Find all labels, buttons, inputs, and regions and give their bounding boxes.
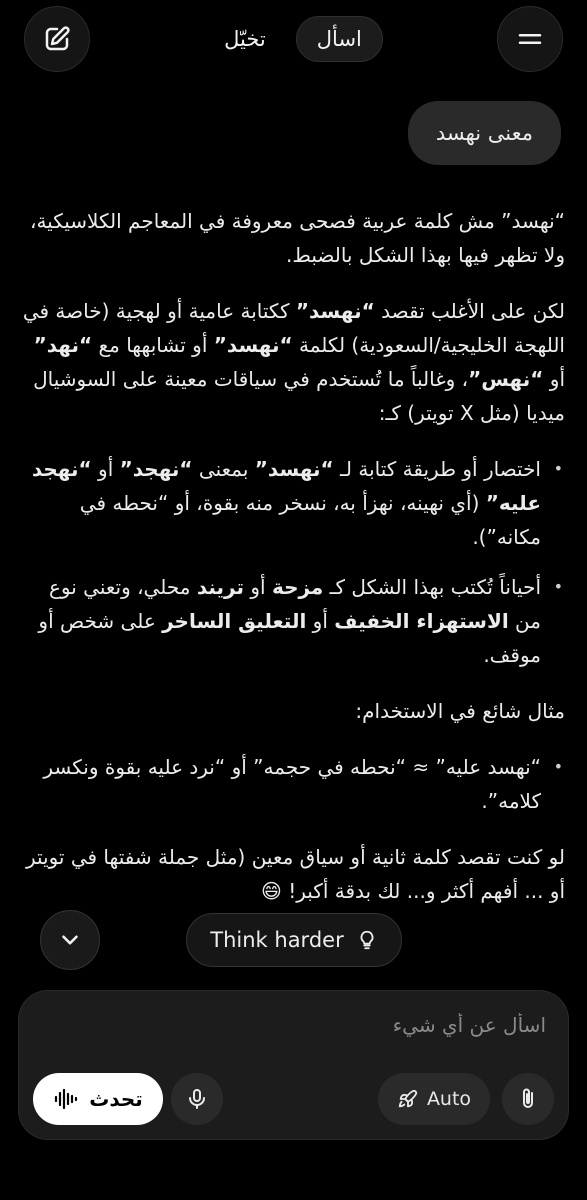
model-mode-label: Auto <box>426 1088 472 1110</box>
list-item: • “نهسد عليه” ≈ “نحطه في حجمه” أو “نرد عليه بقوة ونكسر كلامه”. <box>18 750 565 818</box>
answer-list-1 <box>18 452 565 672</box>
user-message-text: معنى نهسد <box>435 121 533 145</box>
think-harder-label: Think harder <box>210 928 344 952</box>
list-item: • اختصار أو طريقة كتابة لـ “نهسد” بمعنى “نهجد” أو “نهجد عليه” (أي نهينه، نهزأ به، نسخر منه بقوة، أو “نحطه في مكانه”). <box>18 452 565 554</box>
composer <box>18 990 569 1140</box>
menu-button[interactable] <box>497 6 563 72</box>
menu-icon <box>515 24 545 54</box>
answer-paragraph-2: لكن على الأغلب تقصد “نهسد” ككتابة عامية أو لهجية (خاصة في اللهجة الخليجية/السعودية) لكلمة “نهسد” أو تشابهها مع “نهد” أو “نهس”، وغالباً ما تُستخدم في سياقات معينة على السوشيال ميديا (مثل X تويتر) كـ: <box>22 299 565 425</box>
waveform-icon <box>53 1087 79 1111</box>
microphone-icon <box>185 1087 209 1111</box>
chevron-down-icon <box>57 927 83 953</box>
attach-button[interactable] <box>502 1073 554 1125</box>
list-item: • أحياناً تُكتب بهذا الشكل كـ مزحة أو تريند محلي، وتعني نوع من الاستهزاء الخفيف أو التعليق الساخر على شخص أو موقف. <box>18 570 565 672</box>
voice-mode-button[interactable] <box>33 1073 163 1125</box>
paperclip-icon <box>516 1087 540 1111</box>
assistant-response <box>18 204 565 930</box>
scroll-down-button[interactable] <box>40 910 100 970</box>
answer-list-2 <box>18 750 565 818</box>
message-input[interactable] <box>41 1013 546 1037</box>
tab-ask[interactable]: اسأل <box>296 16 383 62</box>
rocket-icon <box>397 1088 419 1110</box>
voice-mode-label: تحدث <box>89 1087 143 1111</box>
dictate-button[interactable] <box>171 1073 223 1125</box>
model-mode-button[interactable] <box>378 1073 490 1125</box>
answer-paragraph-3: مثال شائع في الاستخدام: <box>355 699 565 723</box>
user-message-bubble <box>408 101 561 165</box>
answer-paragraph-4: لو كنت تقصد كلمة ثانية أو سياق معين (مثل جملة شفتها في تويتر أو ... أفهم أكثر و... لك بدقة أكبر! 😄 <box>25 845 565 903</box>
answer-paragraph-1: “نهسد” مش كلمة عربية فصحى معروفة في المعاجم الكلاسيكية، ولا تظهر فيها بهذا الشكل بالضبط. <box>30 209 565 267</box>
lightbulb-icon <box>356 929 378 951</box>
think-harder-button[interactable] <box>186 913 402 967</box>
tab-imagine[interactable]: تخيّل <box>224 27 266 51</box>
